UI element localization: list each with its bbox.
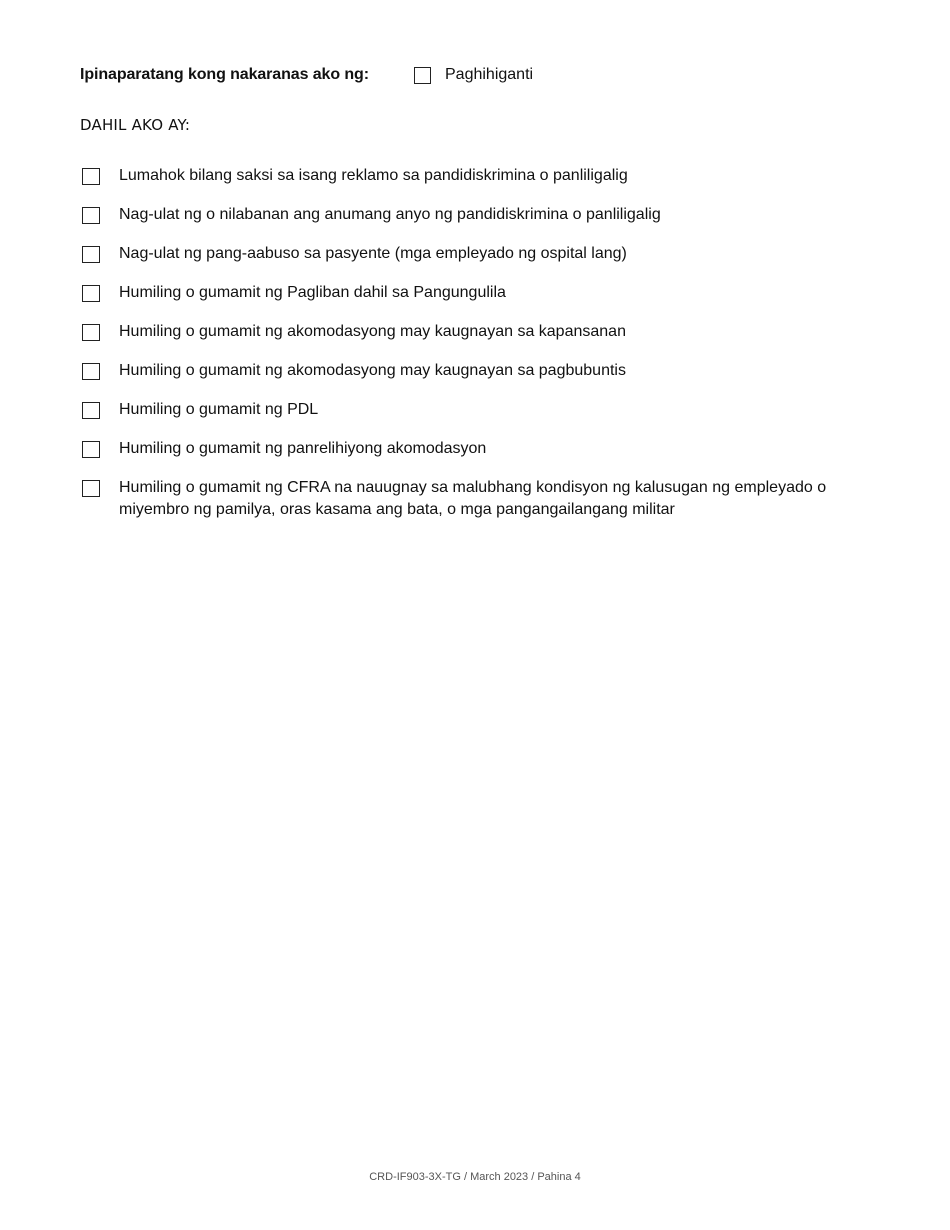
reason-checkbox[interactable] [82, 402, 100, 419]
reason-checkbox[interactable] [82, 441, 100, 458]
reason-checkbox[interactable] [82, 168, 100, 185]
reason-item-reported-discrimination[interactable] [82, 204, 842, 226]
retaliation-label: Paghihiganti [445, 66, 534, 83]
allegation-label: Ipinaparatang kong nakaranas ako ng: [80, 66, 369, 83]
reason-checkbox[interactable] [82, 324, 100, 341]
reason-checkbox[interactable] [82, 207, 100, 224]
reason-item-patient-abuse[interactable] [82, 243, 842, 265]
reason-label: Humiling o gumamit ng Pagliban dahil sa Pangungulila [119, 284, 506, 301]
retaliation-option[interactable] [414, 64, 533, 86]
reason-label: Humiling o gumamit ng CFRA na nauugnay sa malubhang kondisyon ng kalusugan ng empleyado o miyembro ng pamilya, oras kasama ang bata, o mga pangangailangang militar [119, 479, 827, 518]
reason-label: Humiling o gumamit ng PDL [119, 401, 319, 418]
allegation-row [80, 64, 534, 86]
reason-checkbox[interactable] [82, 285, 100, 302]
reason-item-pdl[interactable] [82, 399, 842, 421]
reason-item-witness[interactable] [82, 165, 842, 187]
reason-item-bereavement-leave[interactable] [82, 282, 842, 304]
reason-item-cfra[interactable] [82, 477, 842, 521]
reason-label: Lumahok bilang saksi sa isang reklamo sa pandidiskrimina o panliligalig [119, 167, 628, 184]
reason-label: Humiling o gumamit ng akomodasyong may kaugnayan sa kapansanan [119, 323, 626, 340]
reason-item-religious-accommodation[interactable] [82, 438, 842, 460]
reason-item-disability-accommodation[interactable] [82, 321, 842, 343]
reason-list [82, 165, 842, 538]
reason-label: Humiling o gumamit ng akomodasyong may kaugnayan sa pagbubuntis [119, 362, 626, 379]
reason-label: Nag-ulat ng o nilabanan ang anumang anyo ng pandidiskrimina o panliligalig [119, 206, 661, 223]
reason-checkbox[interactable] [82, 246, 100, 263]
page-footer: CRD-IF903-3X-TG / March 2023 / Pahina 4 [369, 1171, 581, 1183]
reason-label: Nag-ulat ng pang-aabuso sa pasyente (mga empleyado ng ospital lang) [119, 245, 627, 262]
retaliation-checkbox[interactable] [414, 67, 431, 84]
reason-label: Humiling o gumamit ng panrelihiyong akomodasyon [119, 440, 487, 457]
reason-item-pregnancy-accommodation[interactable] [82, 360, 842, 382]
section-heading: DAHIL AKO AY: [80, 116, 191, 134]
reason-checkbox[interactable] [82, 480, 100, 497]
reason-checkbox[interactable] [82, 363, 100, 380]
